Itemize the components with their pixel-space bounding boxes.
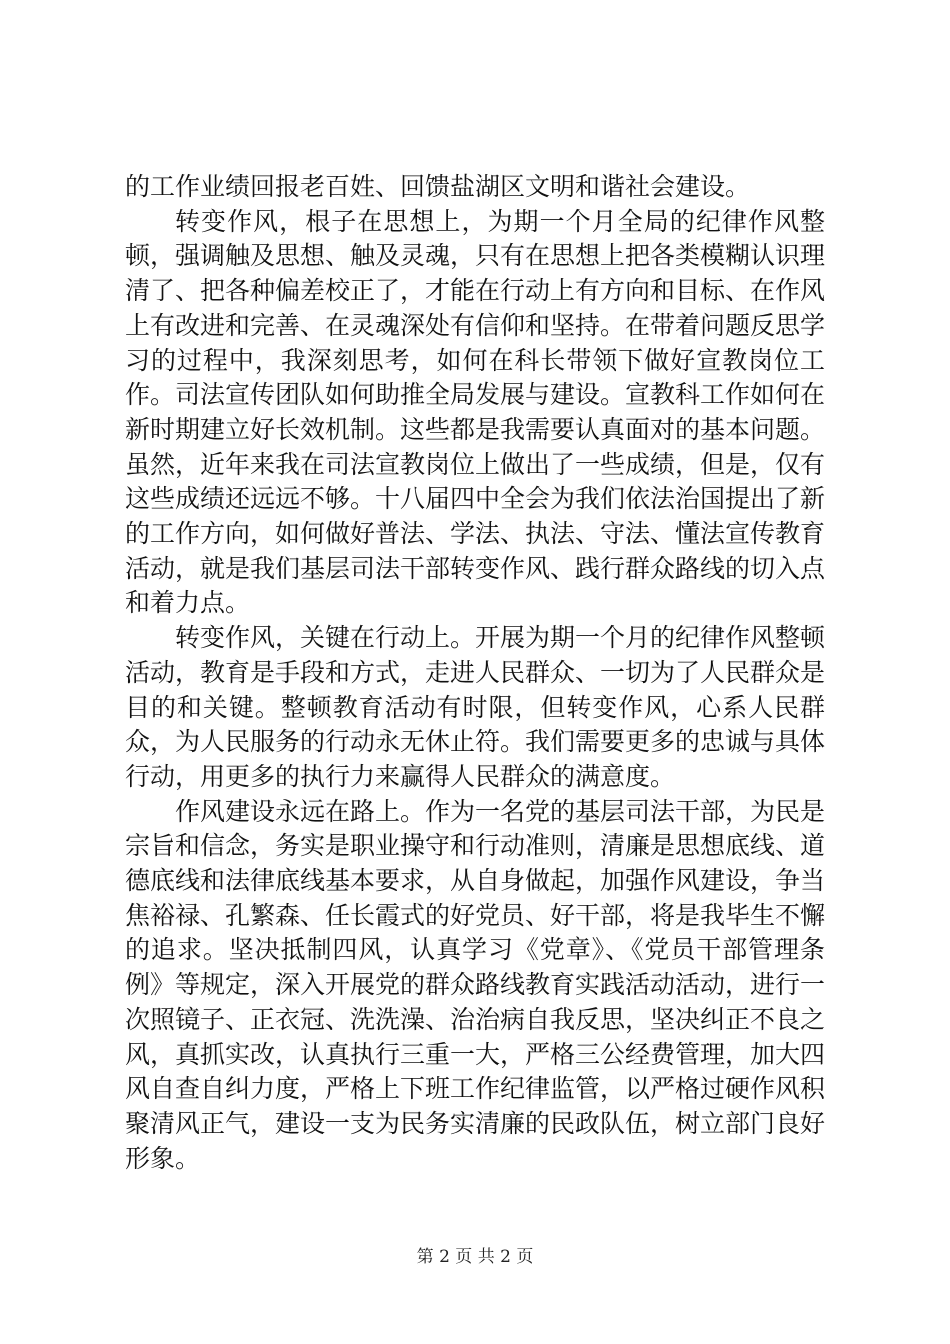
- paragraph-2: 转变作风，根子在思想上，为期一个月全局的纪律作风整顿，强调触及思想、触及灵魂，只有在思想上把各类模糊认识理清了、把各种偏差校正了，才能在行动上有方向和目标、在作风上有改进和完善、在灵魂深处有信仰和坚持。在带着问题反思学习的过程中，我深刻思考，如何在科长带领下做好宣教岗位工作。司法宣传团队如何助推全局发展与建设。宣教科工作如何在新时期建立好长效机制。这些都是我需要认真面对的基本问题。虽然，近年来我在司法宣教岗位上做出了一些成绩，但是，仅有这些成绩还远远不够。十八届四中全会为我们依法治国提出了新的工作方向，如何做好普法、学法、执法、守法、懂法宣传教育活动，就是我们基层司法干部转变作风、践行群众路线的切入点和着力点。: [125, 206, 826, 618]
- document-body: [125, 170, 825, 1176]
- page-footer: 第 2 页 共 2 页: [416, 1247, 534, 1267]
- paragraph-4: 作风建设永远在路上。作为一名党的基层司法干部，为民是宗旨和信念，务实是职业操守和行动准则，清廉是思想底线、道德底线和法律底线基本要求，从自身做起，加强作风建设，争当焦裕禄、孔繁森、任长霞式的好党员、好干部，将是我毕生不懈的追求。坚决抵制四风，认真学习《党章》、《党员干部管理条例》等规定，深入开展党的群众路线教育实践活动活动，进行一次照镜子、正衣冠、洗洗澡、治治病自我反思，坚决纠正不良之风，真抓实改，认真执行三重一大，严格三公经费管理，加大四风自查自纠力度，严格上下班工作纪律监管，以严格过硬作风积聚清风正气，建设一支为民务实清廉的民政队伍，树立部门良好形象。: [125, 796, 826, 1173]
- paragraph-1: 的工作业绩回报老百姓、回馈盐湖区文明和谐社会建设。: [125, 172, 751, 201]
- paragraph-3: 转变作风，关键在行动上。开展为期一个月的纪律作风整顿活动，教育是手段和方式，走进人民群众、一切为了人民群众是目的和关键。整顿教育活动有时限，但转变作风，心系人民群众，为人民服务的行动永无休止符。我们需要更多的忠诚与具体行动，用更多的执行力来赢得人民群众的满意度。: [125, 623, 826, 791]
